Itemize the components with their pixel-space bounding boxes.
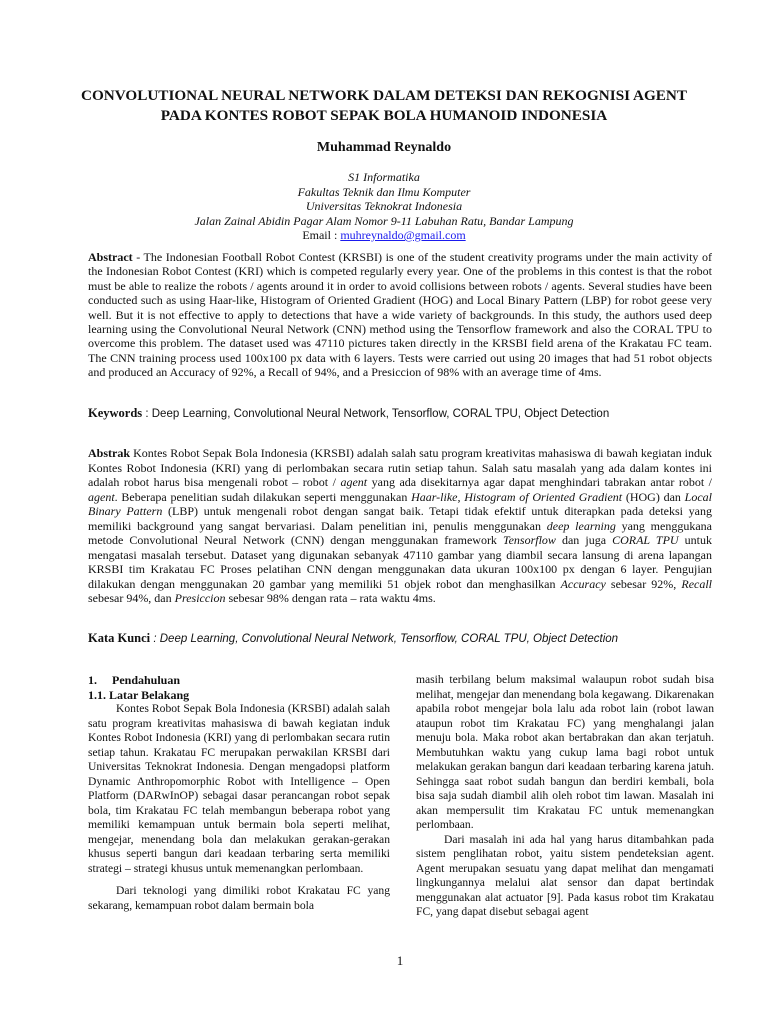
paragraph-3: masih terbilang belum maksimal walaupun robot sudah bisa melihat, mengejar dan menendang bola kegawang. Dikarenakan apabila robot mengejar bola lalu ada robot lain (robot lawan ataupun robot tim Krakatau FC) yang menghalangi jalan menuju bola. Maka robot akan bertabrakan dan akan terjatuh. Membutuhkan waktu yang cukup lama bagi robot untuk melakukan gerakan bangun dari keadaan terbaring karena jatuh. Sehingga saat robot sudah bangun dan berdiri kembali, bola bisa saja sudah diambil alih oleh robot tim lawan. Masalah ini akan mempersulit tim Krakatau FC untuk memenangkan perlombaan.	[416, 673, 714, 831]
author-name: Muhammad Reynaldo	[316, 140, 452, 155]
abstrak-text-10: sebesar 94%, dan	[88, 591, 175, 605]
paragraph-2: Dari teknologi yang dimiliki robot Krakatau FC yang sekarang, kemampuan robot dalam bermain bola	[88, 884, 390, 912]
abstract-text: - The Indonesian Football Robot Contest (KRSBI) is one of the student creativity programs under the main activity of the Indonesian Robot Contest (KRI) which is competed regularly every year. One of the problems in this contest is that the robot must be able to realize the robots / agents around it in order to avoid collisions between robots / agents. Several studies have been conducted such as using Haar-like, Histogram of Oriented Gradient (HOG) and Local Binary Pattern (LBP) for robot geese very well. But it is not effective to apply to detections that have a wide variety of backgrounds. In this study, the authors used deep learning using the Convolutional Neural Network (CNN) method using the Tensorflow framework and also the CORAL TPU to overcome this problem. The dataset used was 47110 pictures taken directly in the KRSBI field arena of the Krakatau FC team. The CNN training process used 100x100 px data with 6 layers. Tests were carried out using 20 images that had 51 robot objects and produced an Accuracy of 92%, a Recall of 94%, and a Presiccion of 98% with an average time of 4ms.	[88, 250, 712, 380]
abstrak-italic-haar: Haar-like, Histogram of Oriented Gradient	[411, 489, 623, 504]
abstrak-italic-agent-1: agent	[340, 475, 368, 489]
abstrak-italic-presiccion: Presiccion	[174, 591, 226, 605]
keywords-indonesian	[88, 631, 712, 646]
page-number: 1	[396, 953, 404, 968]
affiliation-faculty: Fakultas Teknik dan Ilmu Komputer	[297, 184, 471, 199]
email-label: Email :	[302, 228, 341, 242]
abstract-indonesian	[88, 446, 712, 606]
keywords-english	[88, 406, 712, 421]
keywords-label: Keywords	[88, 406, 143, 420]
abstrak-italic-coral: CORAL TPU	[612, 533, 679, 547]
paragraph-4: Dari masalah ini ada hal yang harus ditambahkan pada sistem penglihatan robot, yaitu sistem pendeteksian agent. Agent merupakan sesuatu yang dapat melihat dan mengamati lingkungannya melalui alat sensor dan dapat bertindak menggunakan alat actuator [9]. Pada kasus robot tim Krakatau FC, yang dapat disebut sebagai agent	[416, 832, 714, 918]
abstrak-text-7: dan juga	[555, 533, 613, 547]
title-line-2: PADA KONTES ROBOT SEPAK BOLA HUMANOID INDONESIA	[160, 107, 608, 124]
title-line-1: CONVOLUTIONAL NEURAL NETWORK DALAM DETEKSI DAN REKOGNISI AGENT	[80, 87, 688, 104]
abstrak-label: Abstrak	[88, 446, 131, 460]
abstrak-text-5: (LBP) untuk mengenali robot dengan sangat baik. Tetapi tidak efektif untuk diterapkan pada deteksi yang memiliki background yang sangat bervariasi. Dalam penelitian ini, penulis menggunakan	[88, 504, 712, 533]
keywords-text: : Deep Learning, Convolutional Neural Network, Tensorflow, CORAL TPU, Object Detection	[142, 408, 610, 420]
abstrak-text-3: . Beberapa penelitian sudah dilakukan seperti menggunakan	[114, 489, 412, 504]
section-heading: 1. Pendahuluan	[88, 673, 181, 687]
affiliation-university: Universitas Teknokrat Indonesia	[305, 199, 463, 213]
email-line	[60, 228, 708, 243]
abstrak-italic-agent-2: agent	[88, 489, 115, 504]
abstrak-text-4: (HOG) dan	[622, 489, 685, 504]
kata-kunci-text: : Deep Learning, Convolutional Neural Network, Tensorflow, CORAL TPU, Object Detection	[150, 633, 619, 645]
abstrak-text-8: untuk mengatasi masalah tersebut. Dataset yang digunakan sebanyak 47110 gambar yang diambil secara lansung di arena lapangan KRSBI tim Krakatau FC Proses pelatihan CNN dengan menggunakan data ukuran 100x100 px dengan 6 layer. Pengujian dilakukan dengan menggunakan 20 gambar yang memiliki 51 objek robot dan menghasilkan	[88, 533, 712, 591]
abstrak-text-1: Kontes Robot Sepak Bola Indonesia (KRSBI) adalah salah satu program kreativitas mahasiswa di bawah kegiatan induk Kontes Robot Indonesia (KRI) yang di perlombakan secara rutin setiap tahun. Salah satu masalah yang ada dalam kontes ini adalah robot harus bisa mengenali robot – robot /	[88, 446, 712, 489]
kata-kunci-label: Kata Kunci	[88, 631, 151, 645]
abstrak-italic-lbp: Local Binary Pattern	[88, 489, 712, 518]
abstrak-italic-accuracy: Accuracy	[560, 576, 606, 591]
abstrak-italic-tensorflow: Tensorflow	[503, 533, 556, 547]
abstrak-italic-deep-learning: deep learning	[546, 518, 616, 533]
abstrak-text-11: sebesar 98% dengan rata – rata waktu 4ms.	[225, 591, 436, 605]
affiliation-program: S1 Informatika	[348, 170, 420, 184]
subsection-heading: 1.1. Latar Belakang	[88, 687, 190, 702]
affiliation-block	[60, 170, 708, 243]
abstrak-italic-recall: Recall	[681, 576, 713, 591]
abstract-label: Abstract	[88, 250, 133, 264]
email-link[interactable]: muhreynaldo@gmail.com	[340, 228, 466, 242]
affiliation-address: Jalan Zainal Abidin Pagar Alam Nomor 9-11 Labuhan Ratu, Bandar Lampung	[194, 213, 574, 228]
abstrak-text-6: yang menggukana metode Convolutional Neural Network (CNN) dengan menggunakan framework	[88, 518, 712, 547]
left-column	[88, 673, 390, 913]
abstrak-text-9: sebesar 92%,	[605, 576, 682, 591]
paragraph-1: Kontes Robot Sepak Bola Indonesia (KRSBI) adalah salah satu program kreativitas mahasiswa di bawah kegiatan induk Kontes Robot Indonesia (KRI) yang di perlombakan secara rutin setiap tahun. Krakatau FC merupakan perwakilan KRSBI dari Universitas Teknokrat Indonesia. Dengan mengadopsi platform Dynamic Anthropomorphic Robot with Intelligence – Open Platform (DARwInOP) sebagai dasar perancangan robot sepak bola, tim Krakatau FC telah membangun beberapa robot yang memiliki kemampuan untuk bermain bola seperti melihat, mengejar, menendang bola dan melakukan gerakan-gerakan khusus seperti bangun dari keadaan terbaring serta memiliki strategi – strategi khusus untuk memenangkan perlombaan.	[88, 702, 390, 875]
right-column	[416, 673, 714, 920]
abstrak-text-2: yang ada disekitarnya agar dapat menghindari tabrakan antar robot /	[367, 475, 712, 489]
paper-title	[60, 86, 708, 126]
abstract-english	[88, 250, 712, 380]
